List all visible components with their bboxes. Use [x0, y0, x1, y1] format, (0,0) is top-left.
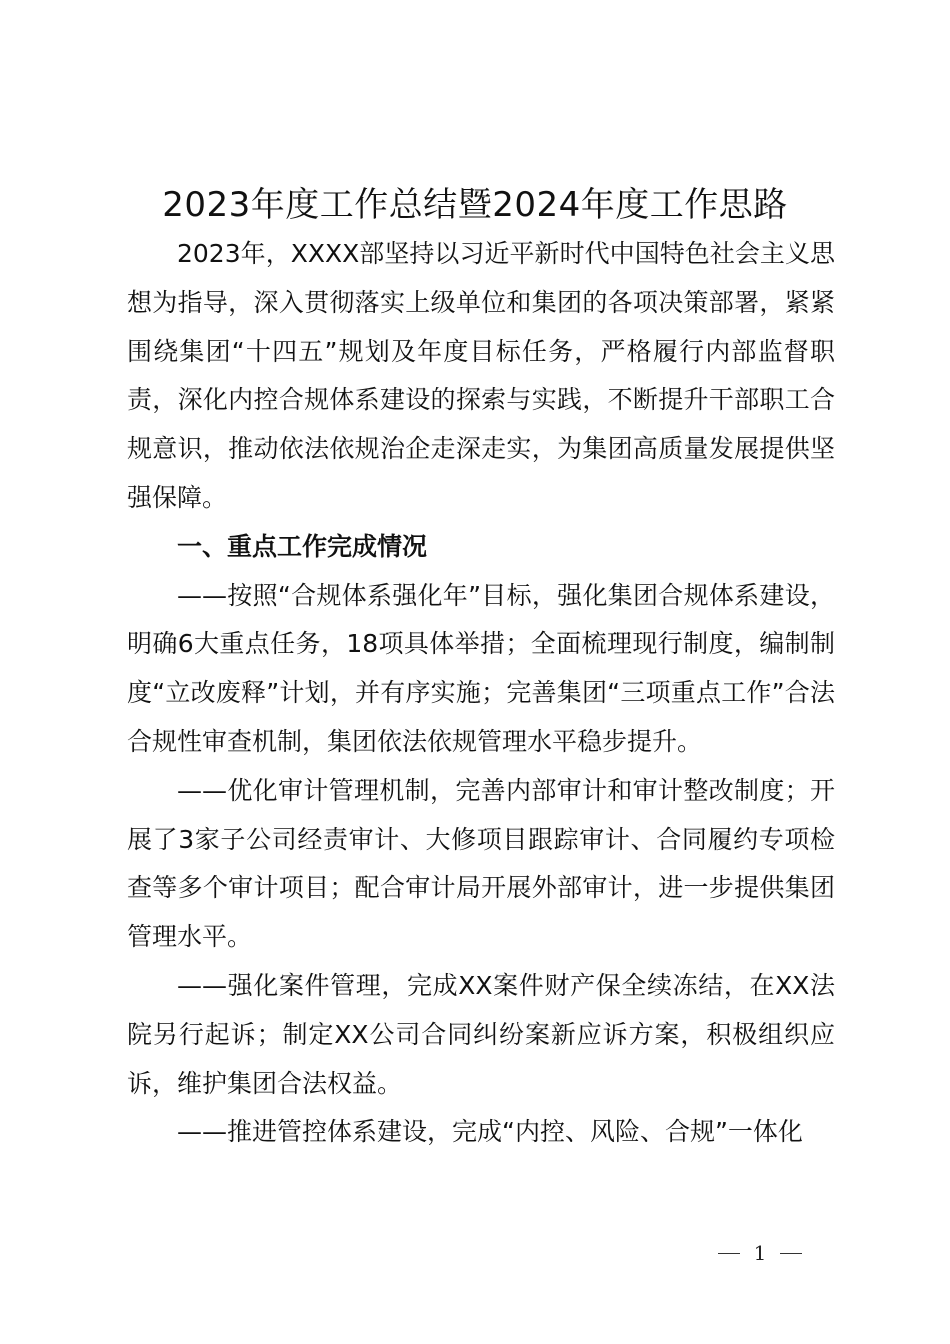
- body-paragraph: ——按照“合规体系强化年”目标，强化集团合规体系建设，明确6大重点任务，18项具体举措；全面梳理现行制度，编制制度“立改废释”计划，并有序实施；完善集团“三项重点工作”合法合规性审查机制，集团依法依规管理水平稳步提升。: [127, 580, 835, 756]
- page-number: 1: [753, 1241, 767, 1265]
- page-footer: [700, 1238, 820, 1268]
- intro-paragraph: 2023年，XXXX部坚持以习近平新时代中国特色社会主义思想为指导，深入贯彻落实上级单位和集团的各项决策部署，紧紧围绕集团“十四五”规划及年度目标任务，严格履行内部监督职责，深化内控合规体系建设的探索与实践，不断提升干部职工合规意识，推动依法依规治企走深走实，为集团高质量发展提供坚强保障。: [127, 239, 835, 512]
- body-paragraph: ——优化审计管理机制，完善内部审计和审计整改制度；开展了3家子公司经责审计、大修项目跟踪审计、合同履约专项检查等多个审计项目；配合审计局开展外部审计，进一步提供集团管理水平。: [127, 775, 835, 952]
- footer-dash-right: [780, 1253, 802, 1254]
- document-title: 2023年度工作总结暨2024年度工作思路: [162, 185, 788, 225]
- body-paragraph: ——强化案件管理，完成XX案件财产保全续冻结，在XX法院另行起诉；制定XX公司合同纠纷案新应诉方案，积极组织应诉，维护集团合法权益。: [127, 970, 835, 1098]
- section-heading: 一、重点工作完成情况: [177, 531, 428, 561]
- document-body: [127, 230, 835, 1157]
- footer-dash-left: [718, 1253, 740, 1254]
- body-paragraph: ——推进管控体系建设，完成“内控、风险、合规”一体化: [177, 1117, 803, 1147]
